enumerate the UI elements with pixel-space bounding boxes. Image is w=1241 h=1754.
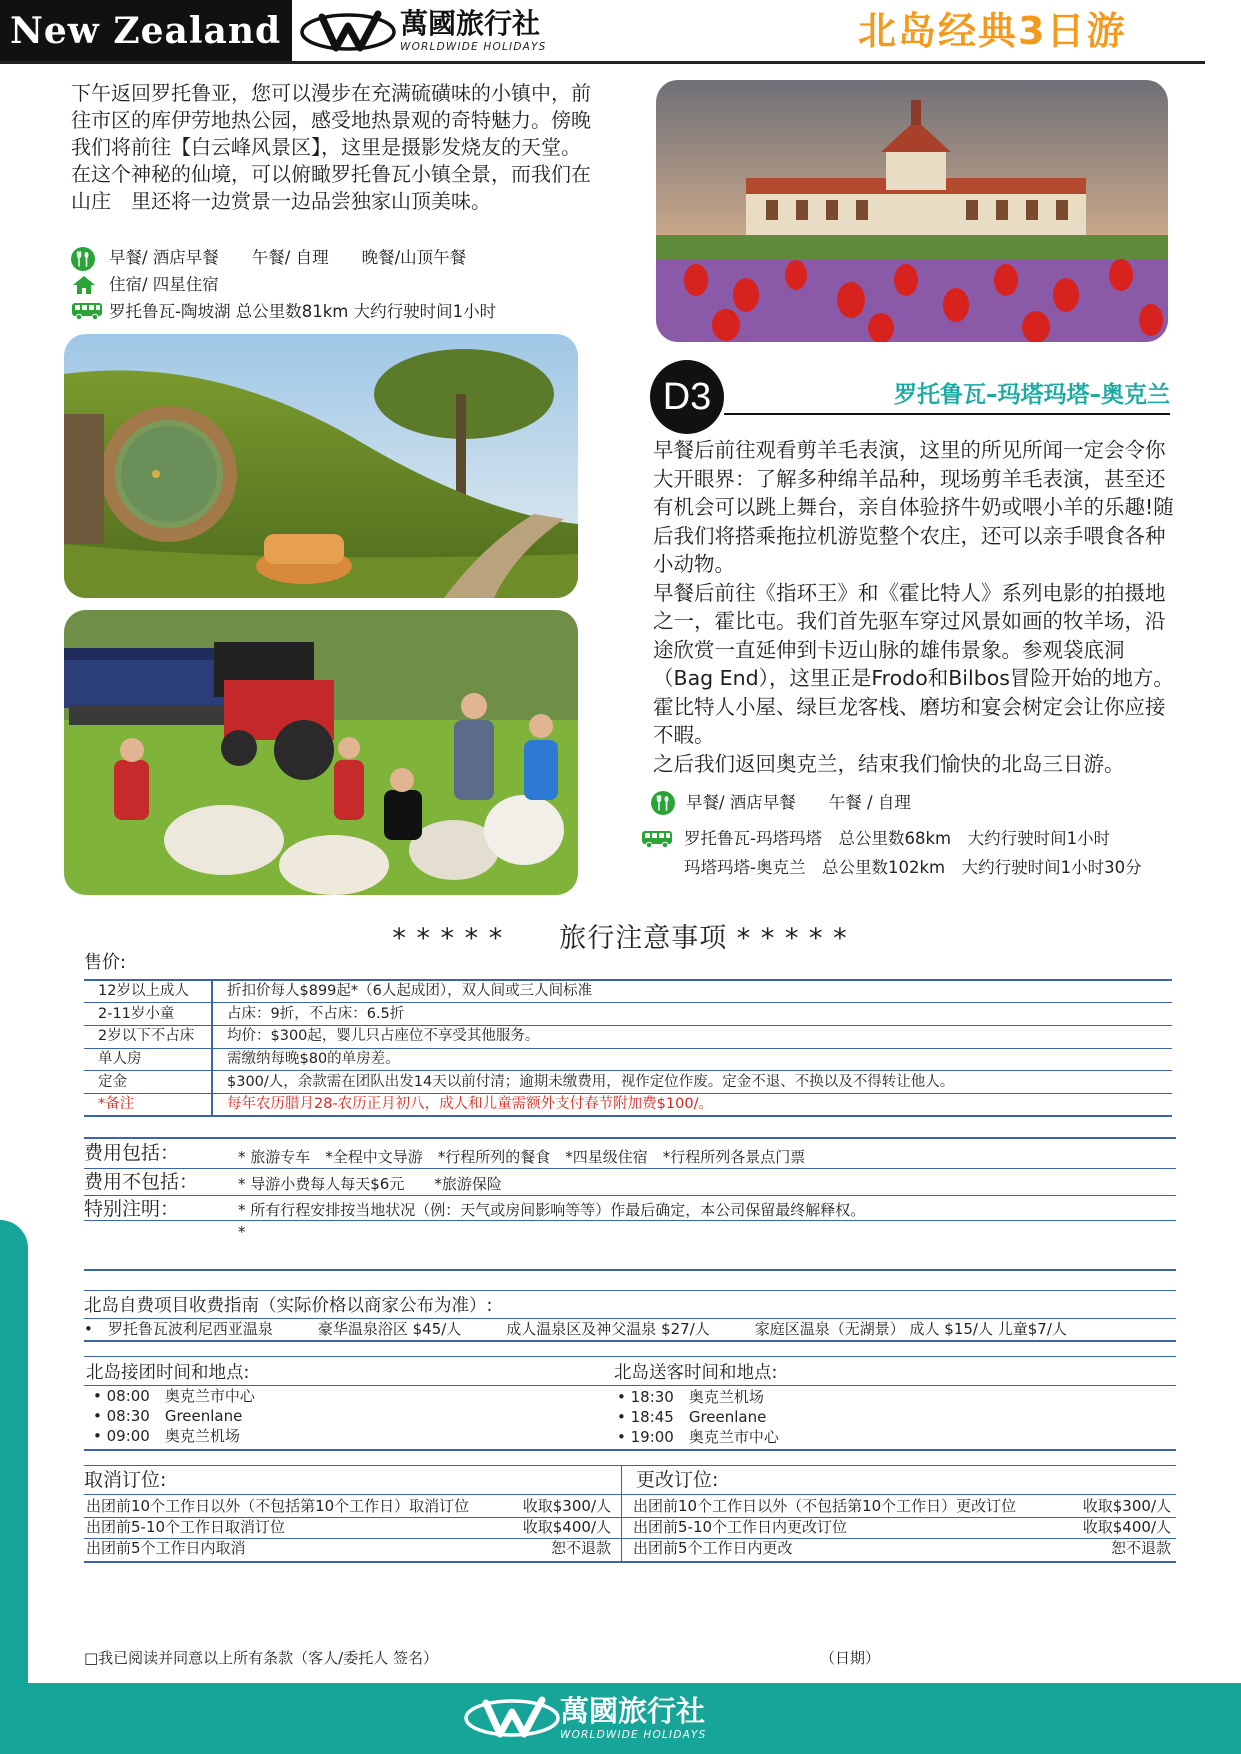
pickup-item: • 09:00 奥克兰机场	[93, 1427, 240, 1445]
day3-para-return: 之后我们返回奥克兰，结束我们愉快的北岛三日游。	[653, 751, 1125, 776]
price-row-value: $300/人，余款需在团队出发14天以前付清；逾期未缴费用，视作定位作废。定金不退、不换以及不得转让他人。	[212, 1071, 1172, 1094]
cancel-fee: 恕不退款	[550, 1539, 611, 1557]
fork-spoon-icon	[71, 247, 95, 271]
day3-route-title: 罗托鲁瓦–玛塔玛塔–奥克兰	[894, 382, 1170, 408]
hobbit-hole-photo	[64, 334, 578, 598]
price-row	[84, 1025, 1172, 1048]
cancel-change-divider	[621, 1465, 622, 1562]
day3-drive-2: 玛塔玛塔-奥克兰 总公里数102km 大约行驶时间1小时30分	[684, 858, 1142, 877]
day2-meals: 早餐/ 酒店早餐 午餐/ 自理 晚餐/山顶午餐	[109, 248, 467, 267]
price-row-value: 需缴纳每晚$80的单房差。	[212, 1048, 1172, 1071]
cancel-rule	[84, 1494, 1176, 1495]
special-label: 特别注明：	[84, 1198, 180, 1220]
footer-logo-chinese: 萬國旅行社	[560, 1694, 706, 1728]
price-row	[84, 1048, 1172, 1071]
price-label: 售价:	[84, 952, 127, 973]
price-row	[84, 1093, 1172, 1116]
cancel-top-rule	[84, 1465, 1176, 1466]
dropoff-item: • 19:00 奥克兰市中心	[617, 1428, 779, 1446]
fees-rule-3	[84, 1220, 1176, 1221]
fees-rule-2	[84, 1195, 1176, 1196]
worldwide-logo-icon	[462, 1694, 562, 1742]
row-rule	[84, 1538, 1176, 1539]
tour-title: 北岛经典3日游	[858, 9, 1127, 53]
price-row-value: 每年农历腊月28-农历正月初八，成人和儿童需额外支付春节附加费$100/。	[212, 1093, 1172, 1116]
pickup-top-rule	[84, 1356, 1176, 1357]
exclude-text: * 导游小费每人每天$6元 *旅游保险	[238, 1175, 502, 1193]
price-row	[84, 980, 1172, 1003]
notes-title: * * * * * 旅行注意事项 * * * * *	[392, 923, 848, 954]
day3-meals: 早餐/ 酒店早餐 午餐 / 自理	[686, 793, 911, 812]
fork-spoon-icon	[651, 791, 675, 815]
day3-drive-1: 罗托鲁瓦-玛塔玛塔 总公里数68km 大约行驶时间1小时	[684, 829, 1111, 848]
day2-lodging: 住宿/ 四星住宿	[109, 275, 219, 294]
pickup-item: • 08:30 Greenlane	[93, 1407, 243, 1425]
price-row-label: 2岁以下不占床	[84, 1025, 212, 1048]
footer-logo-english: WORLDWIDE HOLIDAYS	[560, 1729, 707, 1741]
brand-title: New Zealand	[10, 10, 282, 52]
day3-drive-row-1	[641, 827, 1181, 851]
cancel-fee: 收取$400/人	[522, 1518, 611, 1536]
price-row-label: 单人房	[84, 1048, 212, 1071]
day3-para-hobbiton: 早餐后前往《指环王》和《霍比特人》系列电影的拍摄地之一，霍比屯。我们首先驱车穿过风景如画的牧羊场，沿途欣赏一直延伸到卡迈山脉的雄伟景象。参观袋底洞（Bag End），这里正是Frodo和Bilbos冒险开始的地方。霍比特人小屋、绿巨龙客栈、磨坊和宴会树定会让你应接不暇。	[653, 580, 1174, 747]
cancel-rule-text: 出团前5个工作日内取消	[86, 1539, 246, 1557]
cancel-rule-text: 出团前5-10个工作日取消订位	[86, 1518, 286, 1536]
bus-icon	[641, 829, 673, 849]
fees-rule-1	[84, 1168, 1176, 1169]
price-row	[84, 1003, 1172, 1026]
change-fee: 收取$400/人	[1082, 1518, 1171, 1536]
dropoff-title: 北岛送客时间和地点:	[614, 1363, 778, 1383]
fees-bottom-rule	[84, 1269, 1176, 1271]
optional-title: 北岛自费项目收费指南（实际价格以商家公布为准）:	[84, 1296, 493, 1316]
day2-description: 下午返回罗托鲁亚，您可以漫步在充满硫磺味的小镇中，前往市区的库伊劳地热公园，感受地热景观的奇特魅力。傍晚我们将前往【白云峰风景区】，这里是摄影发烧友的天堂。 在这个神秘的仙境，可以俯瞰罗托鲁瓦小镇全景，而我们在山庄 里还将一边赏景一边品尝独家山顶美味。	[71, 81, 591, 213]
logo-english-name: WORLDWIDE HOLIDAYS	[400, 41, 547, 53]
day2-meals-row	[71, 245, 591, 271]
include-label: 费用包括：	[84, 1142, 180, 1164]
price-row-value: 占床：9折，不占床：6.5折	[212, 1003, 1172, 1026]
optional-bottom-rule	[84, 1340, 1176, 1342]
day2-drive: 罗托鲁瓦-陶坡湖 总公里数81km 大约行驶时间1小时	[109, 302, 497, 321]
change-rule-text: 出团前5个工作日内更改	[633, 1539, 793, 1557]
special-text-2: *	[238, 1223, 246, 1241]
exclude-label: 费用不包括：	[84, 1171, 199, 1193]
day3-badge: D3	[650, 360, 724, 434]
teal-side-band	[0, 1220, 28, 1684]
change-title: 更改订位:	[636, 1469, 719, 1491]
special-text: * 所有行程安排按当地状况（例：天气或房间影响等等）作最后确定，本公司保留最终解释权。	[238, 1201, 866, 1219]
cancel-fee: 收取$300/人	[522, 1497, 611, 1515]
price-row-label: 12岁以上成人	[84, 980, 212, 1003]
pickup-title: 北岛接团时间和地点:	[86, 1363, 250, 1383]
signature-line[interactable]: □我已阅读并同意以上所有条款（客人/委托人 签名）	[84, 1649, 438, 1667]
rotorua-museum-photo	[656, 80, 1168, 342]
price-row-value: 均价：$300起，婴儿只占座位不享受其他服务。	[212, 1025, 1172, 1048]
header-divider	[0, 61, 1205, 64]
day2-lodging-row	[71, 272, 591, 298]
change-rule-text: 出团前10个工作日以外（不包括第10个工作日）更改订位	[633, 1497, 1017, 1515]
price-row-label: 2-11岁小童	[84, 1003, 212, 1026]
day2-drive-row	[71, 299, 611, 325]
dropoff-item: • 18:45 Greenlane	[617, 1408, 767, 1426]
pickup-item: • 08:00 奥克兰市中心	[93, 1387, 255, 1405]
price-row-label: 定金	[84, 1071, 212, 1094]
change-rule-text: 出团前5-10个工作日内更改订位	[633, 1518, 848, 1536]
day3-description	[653, 436, 1179, 778]
price-row	[84, 1071, 1172, 1094]
price-row-value: 折扣价每人$899起*（6人起成团），双人间或三人间标准	[212, 980, 1172, 1003]
day3-meals-row	[651, 791, 1171, 815]
fees-top-rule	[84, 1137, 1176, 1139]
cancel-bottom-rule	[84, 1561, 1176, 1563]
pickup-bottom-rule	[84, 1449, 1176, 1451]
dropoff-item: • 18:30 奥克兰机场	[617, 1388, 764, 1406]
day3-para-shearing: 早餐后前往观看剪羊毛表演，这里的所见所闻一定会令你大开眼界：了解多种绵羊品种，现场剪羊毛表演，甚至还有机会可以跳上舞台，亲自体验挤牛奶或喂小羊的乐趣!随后我们将搭乘拖拉机游览整个农庄，还可以亲手喂食各种小动物。	[653, 438, 1174, 576]
price-table	[84, 979, 1172, 1117]
change-fee: 收取$300/人	[1082, 1497, 1171, 1515]
cancel-title: 取消订位:	[84, 1469, 167, 1491]
day3-title-underline	[724, 413, 1170, 415]
optional-item: • 罗托鲁瓦波利尼西亚温泉 豪华温泉浴区 $45/人 成人温泉区及神父温泉 $27/人 家庭区温泉（无湖景） 成人 $15/人 儿童$7/人	[84, 1320, 1067, 1338]
change-fee: 恕不退款	[1110, 1539, 1171, 1557]
date-label: （日期）	[820, 1649, 881, 1667]
bus-icon	[71, 301, 103, 321]
farm-sheep-photo	[64, 610, 578, 895]
optional-top-rule	[84, 1290, 1176, 1291]
include-text: * 旅游专车 *全程中文导游 *行程所列的餐食 *四星级住宿 *行程所列各景点门票	[238, 1148, 806, 1166]
logo-chinese-name: 萬國旅行社	[400, 7, 541, 40]
house-icon	[71, 274, 97, 296]
price-row-label: *备注	[84, 1093, 212, 1116]
cancel-rule-text: 出团前10个工作日以外（不包括第10个工作日）取消订位	[86, 1497, 470, 1515]
